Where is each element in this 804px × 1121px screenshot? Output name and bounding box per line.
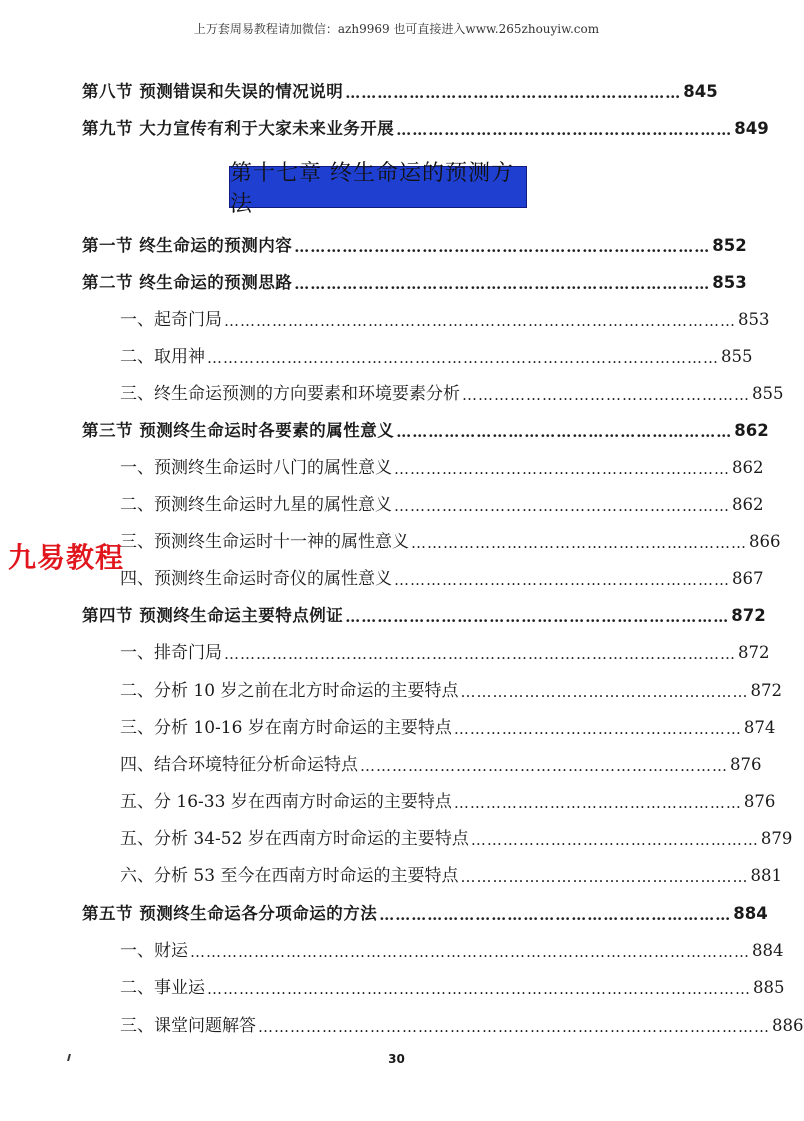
toc-entry-section <box>82 231 747 257</box>
toc-page-number: 874 <box>743 718 776 737</box>
page-header: 上万套周易教程请加微信：azh9969 也可直接进入www.265zhouyiw.com <box>193 22 600 36</box>
toc-dot-leader: ……………………………………………………… <box>396 121 733 139</box>
toc-dot-leader: ……………………………………………… <box>453 720 742 738</box>
toc-page-number: 862 <box>732 458 764 477</box>
toc-entry-subsection <box>120 787 776 813</box>
toc-dot-leader: ………………………………………………………………………………………… <box>207 980 751 998</box>
toc-entry-label: 第三节 预测终生命运时各要素的属性意义 <box>82 421 395 440</box>
toc-dot-leader: ……………………………………………… <box>462 386 750 404</box>
toc-entry-subsection <box>120 861 782 887</box>
toc-entry-subsection <box>120 936 784 962</box>
toc-dot-leader: ……………………………………………………………… <box>345 608 730 626</box>
toc-entry-label: 第四节 预测终生命运主要特点例证 <box>82 606 344 625</box>
toc-entry-label: 第一节 终生命运的预测内容 <box>82 236 293 255</box>
toc-page-number: 862 <box>732 495 764 514</box>
toc-dot-leader: …………………………………………………………………………………… <box>258 1018 770 1036</box>
toc-entry-label: 六、分析 53 至今在西南方时命运的主要特点 <box>120 866 459 886</box>
toc-dot-leader: …………………………………………………………………………………… <box>207 349 719 367</box>
toc-page-number: 853 <box>738 310 770 329</box>
page-number: 30 <box>388 1052 405 1066</box>
toc-entry-label: 一、财运 <box>120 941 188 961</box>
toc-entry-label: 第九节 大力宣传有利于大家未来业务开展 <box>82 119 395 138</box>
toc-entry-subsection <box>120 379 784 405</box>
toc-entry-label: 第五节 预测终生命运各分项命运的方法 <box>82 904 378 923</box>
toc-dot-leader: ……………………………………………………… <box>394 571 730 589</box>
toc-page-number: 855 <box>721 347 753 366</box>
toc-entry-subsection <box>120 750 762 776</box>
toc-entry-label: 三、预测终生命运时十一神的属性意义 <box>120 532 409 552</box>
toc-entry-label: 第八节 预测错误和失误的情况说明 <box>82 82 344 101</box>
toc-page-number: 852 <box>712 236 747 255</box>
toc-page-number: 884 <box>733 904 768 923</box>
toc-entry-section <box>82 268 747 294</box>
toc-dot-leader: ………………………………………………………… <box>379 906 732 924</box>
toc-entry-subsection <box>120 638 770 664</box>
toc-page-number: 872 <box>731 606 766 625</box>
toc-page-number: 879 <box>760 829 793 848</box>
toc-page-number: 884 <box>752 941 784 960</box>
toc-entry-label: 三、分析 10-16 岁在南方时命运的主要特点 <box>120 718 452 738</box>
chapter-title: 第十七章 终生命运的预测方法 <box>230 161 514 217</box>
toc-dot-leader: ……………………………………………………… <box>396 423 733 441</box>
toc-page-number: 872 <box>738 643 770 662</box>
toc-page-number: 862 <box>734 421 769 440</box>
toc-entry-section-8 <box>82 77 718 103</box>
toc-page-number: 876 <box>730 755 762 774</box>
toc-entry-subsection <box>120 342 753 368</box>
toc-entry-subsection <box>120 490 764 516</box>
toc-entry-label: 二、预测终生命运时九星的属性意义 <box>120 495 392 515</box>
toc-entry-section <box>82 601 766 627</box>
toc-dot-leader: ……………………………………………… <box>460 683 749 701</box>
toc-dot-leader: …………………………………………………………… <box>360 757 728 775</box>
toc-dot-leader: …………………………………………………………………………………………… <box>190 943 750 961</box>
toc-dot-leader: …………………………………………………………………… <box>294 238 711 256</box>
toc-entry-label: 二、分析 10 岁之前在北方时命运的主要特点 <box>120 681 459 701</box>
toc-dot-leader: ……………………………………………… <box>470 831 759 849</box>
toc-page-number: 886 <box>772 1016 804 1035</box>
toc-entry-subsection <box>120 564 764 590</box>
toc-dot-leader: ……………………………………………… <box>453 794 742 812</box>
toc-dot-leader: ……………………………………………………… <box>394 460 730 478</box>
toc-entry-label: 四、预测终生命运时奇仪的属性意义 <box>120 569 392 589</box>
toc-entry-label: 第二节 终生命运的预测思路 <box>82 273 293 292</box>
toc-entry-section <box>82 899 768 925</box>
toc-entry-subsection <box>120 1011 804 1037</box>
toc-page-number: 881 <box>750 866 782 885</box>
toc-dot-leader: ……………………………………………… <box>460 868 749 886</box>
toc-entry-label: 一、起奇门局 <box>120 310 222 330</box>
toc-entry-subsection <box>120 676 782 702</box>
toc-entry-label: 四、结合环境特征分析命运特点 <box>120 755 358 775</box>
toc-entry-label: 一、预测终生命运时八门的属性意义 <box>120 458 392 478</box>
toc-entry-label: 三、课堂问题解答 <box>120 1016 256 1036</box>
toc-entry-label: 二、事业运 <box>120 978 205 998</box>
toc-dot-leader: ……………………………………………………… <box>345 84 682 102</box>
toc-entry-subsection <box>120 527 781 553</box>
toc-dot-leader: ……………………………………………………… <box>394 497 730 515</box>
toc-entry-subsection <box>120 453 764 479</box>
toc-dot-leader: …………………………………………………………………………………… <box>224 312 736 330</box>
toc-entry-label: 三、终生命运预测的方向要素和环境要素分析 <box>120 384 460 404</box>
toc-entry-label: 五、分析 34-52 岁在西南方时命运的主要特点 <box>120 829 469 849</box>
toc-entry-section <box>82 416 769 442</box>
toc-dot-leader: …………………………………………………………………………………… <box>224 645 736 663</box>
toc-page-number: 876 <box>743 792 776 811</box>
toc-page-number: 885 <box>753 978 785 997</box>
chapter-title-banner <box>229 161 527 217</box>
toc-page-number: 855 <box>752 384 784 403</box>
toc-entry-label: 二、取用神 <box>120 347 205 367</box>
toc-dot-leader: …………………………………………………………………… <box>294 275 711 293</box>
toc-page-number: 845 <box>683 82 718 101</box>
toc-entry-label: 五、分 16-33 岁在西南方时命运的主要特点 <box>120 792 452 812</box>
toc-dot-leader: ……………………………………………………… <box>411 534 747 552</box>
toc-entry-subsection <box>120 305 770 331</box>
toc-page-number: 867 <box>732 569 764 588</box>
toc-page-number: 872 <box>750 681 782 700</box>
watermark-logo: 九易教程 <box>8 541 125 574</box>
toc-entry-section-9 <box>82 114 769 140</box>
toc-page-number: 853 <box>712 273 747 292</box>
toc-entry-subsection <box>120 824 793 850</box>
toc-entry-subsection <box>120 973 785 999</box>
toc-entry-subsection <box>120 713 776 739</box>
toc-page-number: 849 <box>734 119 769 138</box>
toc-page-number: 866 <box>749 532 781 551</box>
toc-entry-label: 一、排奇门局 <box>120 643 222 663</box>
